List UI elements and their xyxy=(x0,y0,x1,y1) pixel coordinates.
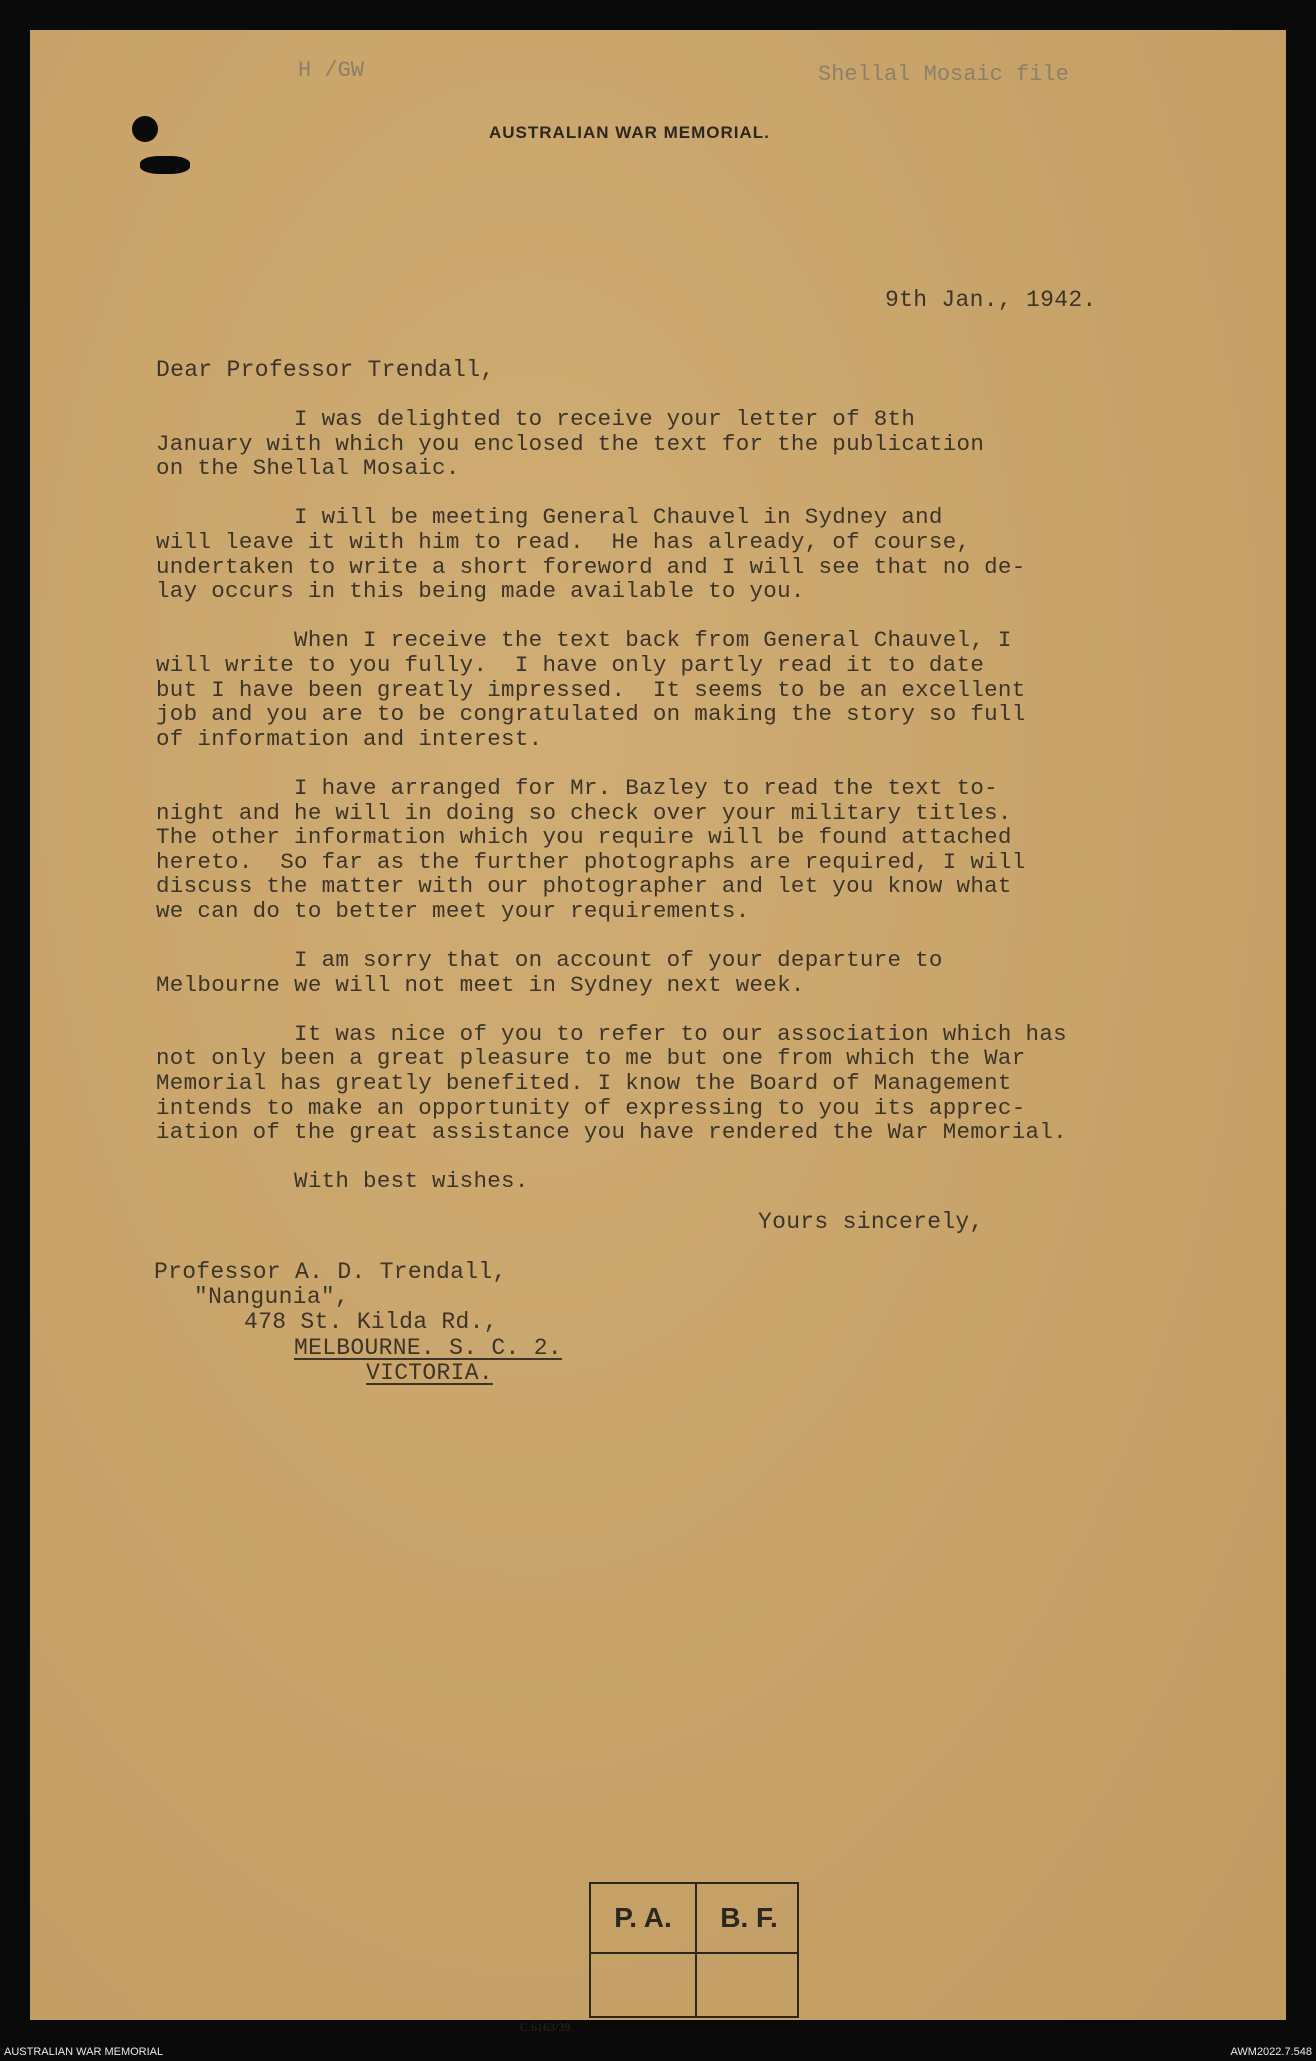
body-line: I have arranged for Mr. Bazley to read the text to- xyxy=(156,774,998,801)
body-line: but I have been greatly impressed. It seems to be an excellent xyxy=(156,676,1026,703)
letter-date: 9th Jan., 1942. xyxy=(885,287,1097,313)
body-line: job and you are to be congratulated on making the story so full xyxy=(156,701,1026,728)
addressee-state: VICTORIA. xyxy=(366,1360,493,1386)
body-line: will write to you fully. I have only partly read it to date xyxy=(156,651,985,678)
body-line: of information and interest. xyxy=(156,725,543,752)
letter-page xyxy=(30,30,1286,2034)
form-number: C.6163/39. xyxy=(520,2020,574,2034)
body-line xyxy=(156,750,1067,775)
body-line xyxy=(156,603,1067,628)
body-line: discuss the matter with our photographer and let you know what xyxy=(156,873,1012,900)
body-line: will leave it with him to read. He has already, of course, xyxy=(156,528,971,555)
body-line: It was nice of you to refer to our association which has xyxy=(156,1020,1067,1047)
body-line: we can do to better meet your requirements. xyxy=(156,897,750,924)
filing-stamp xyxy=(589,1882,799,2018)
addressee-name: Professor A. D. Trendall, xyxy=(154,1259,507,1285)
letter-body xyxy=(156,406,1067,1193)
body-line: I am sorry that on account of your departure to xyxy=(156,947,943,974)
stamp-label-bf: B. F. xyxy=(720,1902,778,1933)
addressee-street: 478 St. Kilda Rd., xyxy=(244,1309,498,1335)
body-line xyxy=(156,480,1067,505)
body-line: The other information which you require will be found attached xyxy=(156,824,1012,851)
body-line xyxy=(156,1144,1067,1169)
closing: Yours sincerely, xyxy=(758,1209,984,1235)
punch-hole-tear xyxy=(140,156,190,174)
footer-accession: AWM2022.7.548 xyxy=(1230,2046,1312,2058)
addressee-city: MELBOURNE. S. C. 2. xyxy=(294,1335,562,1361)
body-line: I was delighted to receive your letter of 8th xyxy=(156,406,916,432)
body-line xyxy=(156,922,1067,947)
body-line: iation of the great assistance you have rendered the War Memorial. xyxy=(156,1119,1067,1146)
body-line: When I receive the text back from General Chauvel, I xyxy=(156,627,1012,654)
body-line xyxy=(156,996,1067,1021)
body-line: intends to make an opportunity of expressing to you its apprec- xyxy=(156,1094,1026,1121)
body-line: Memorial has greatly benefited. I know the Board of Management xyxy=(156,1070,1012,1097)
letterhead: AUSTRALIAN WAR MEMORIAL. xyxy=(489,123,770,142)
punch-hole xyxy=(132,116,158,142)
body-line: on the Shellal Mosaic. xyxy=(156,455,460,482)
reference-code: H /GW xyxy=(298,58,365,83)
addressee-house: "Nangunia", xyxy=(194,1284,350,1310)
footer-credit: AUSTRALIAN WAR MEMORIAL xyxy=(4,2046,164,2058)
stamp-divider xyxy=(591,1952,797,1954)
body-line: lay occurs in this being made available to you. xyxy=(156,578,805,605)
body-line: hereto. So far as the further photographs are required, I will xyxy=(156,848,1026,875)
stamp-label-pa: P. A. xyxy=(614,1902,672,1933)
body-line: undertaken to write a short foreword and I will see that no de- xyxy=(156,553,1026,580)
body-line: I will be meeting General Chauvel in Sydney and xyxy=(156,504,943,531)
body-line: Melbourne we will not meet in Sydney next week. xyxy=(156,971,805,998)
file-note: Shellal Mosaic file xyxy=(818,62,1069,87)
body-line: night and he will in doing so check over your military titles. xyxy=(156,799,1012,826)
body-line: With best wishes. xyxy=(156,1168,529,1195)
salutation: Dear Professor Trendall, xyxy=(156,357,495,383)
body-line: January with which you enclosed the text for the publication xyxy=(156,430,985,457)
body-line: not only been a great pleasure to me but one from which the War xyxy=(156,1045,1026,1072)
